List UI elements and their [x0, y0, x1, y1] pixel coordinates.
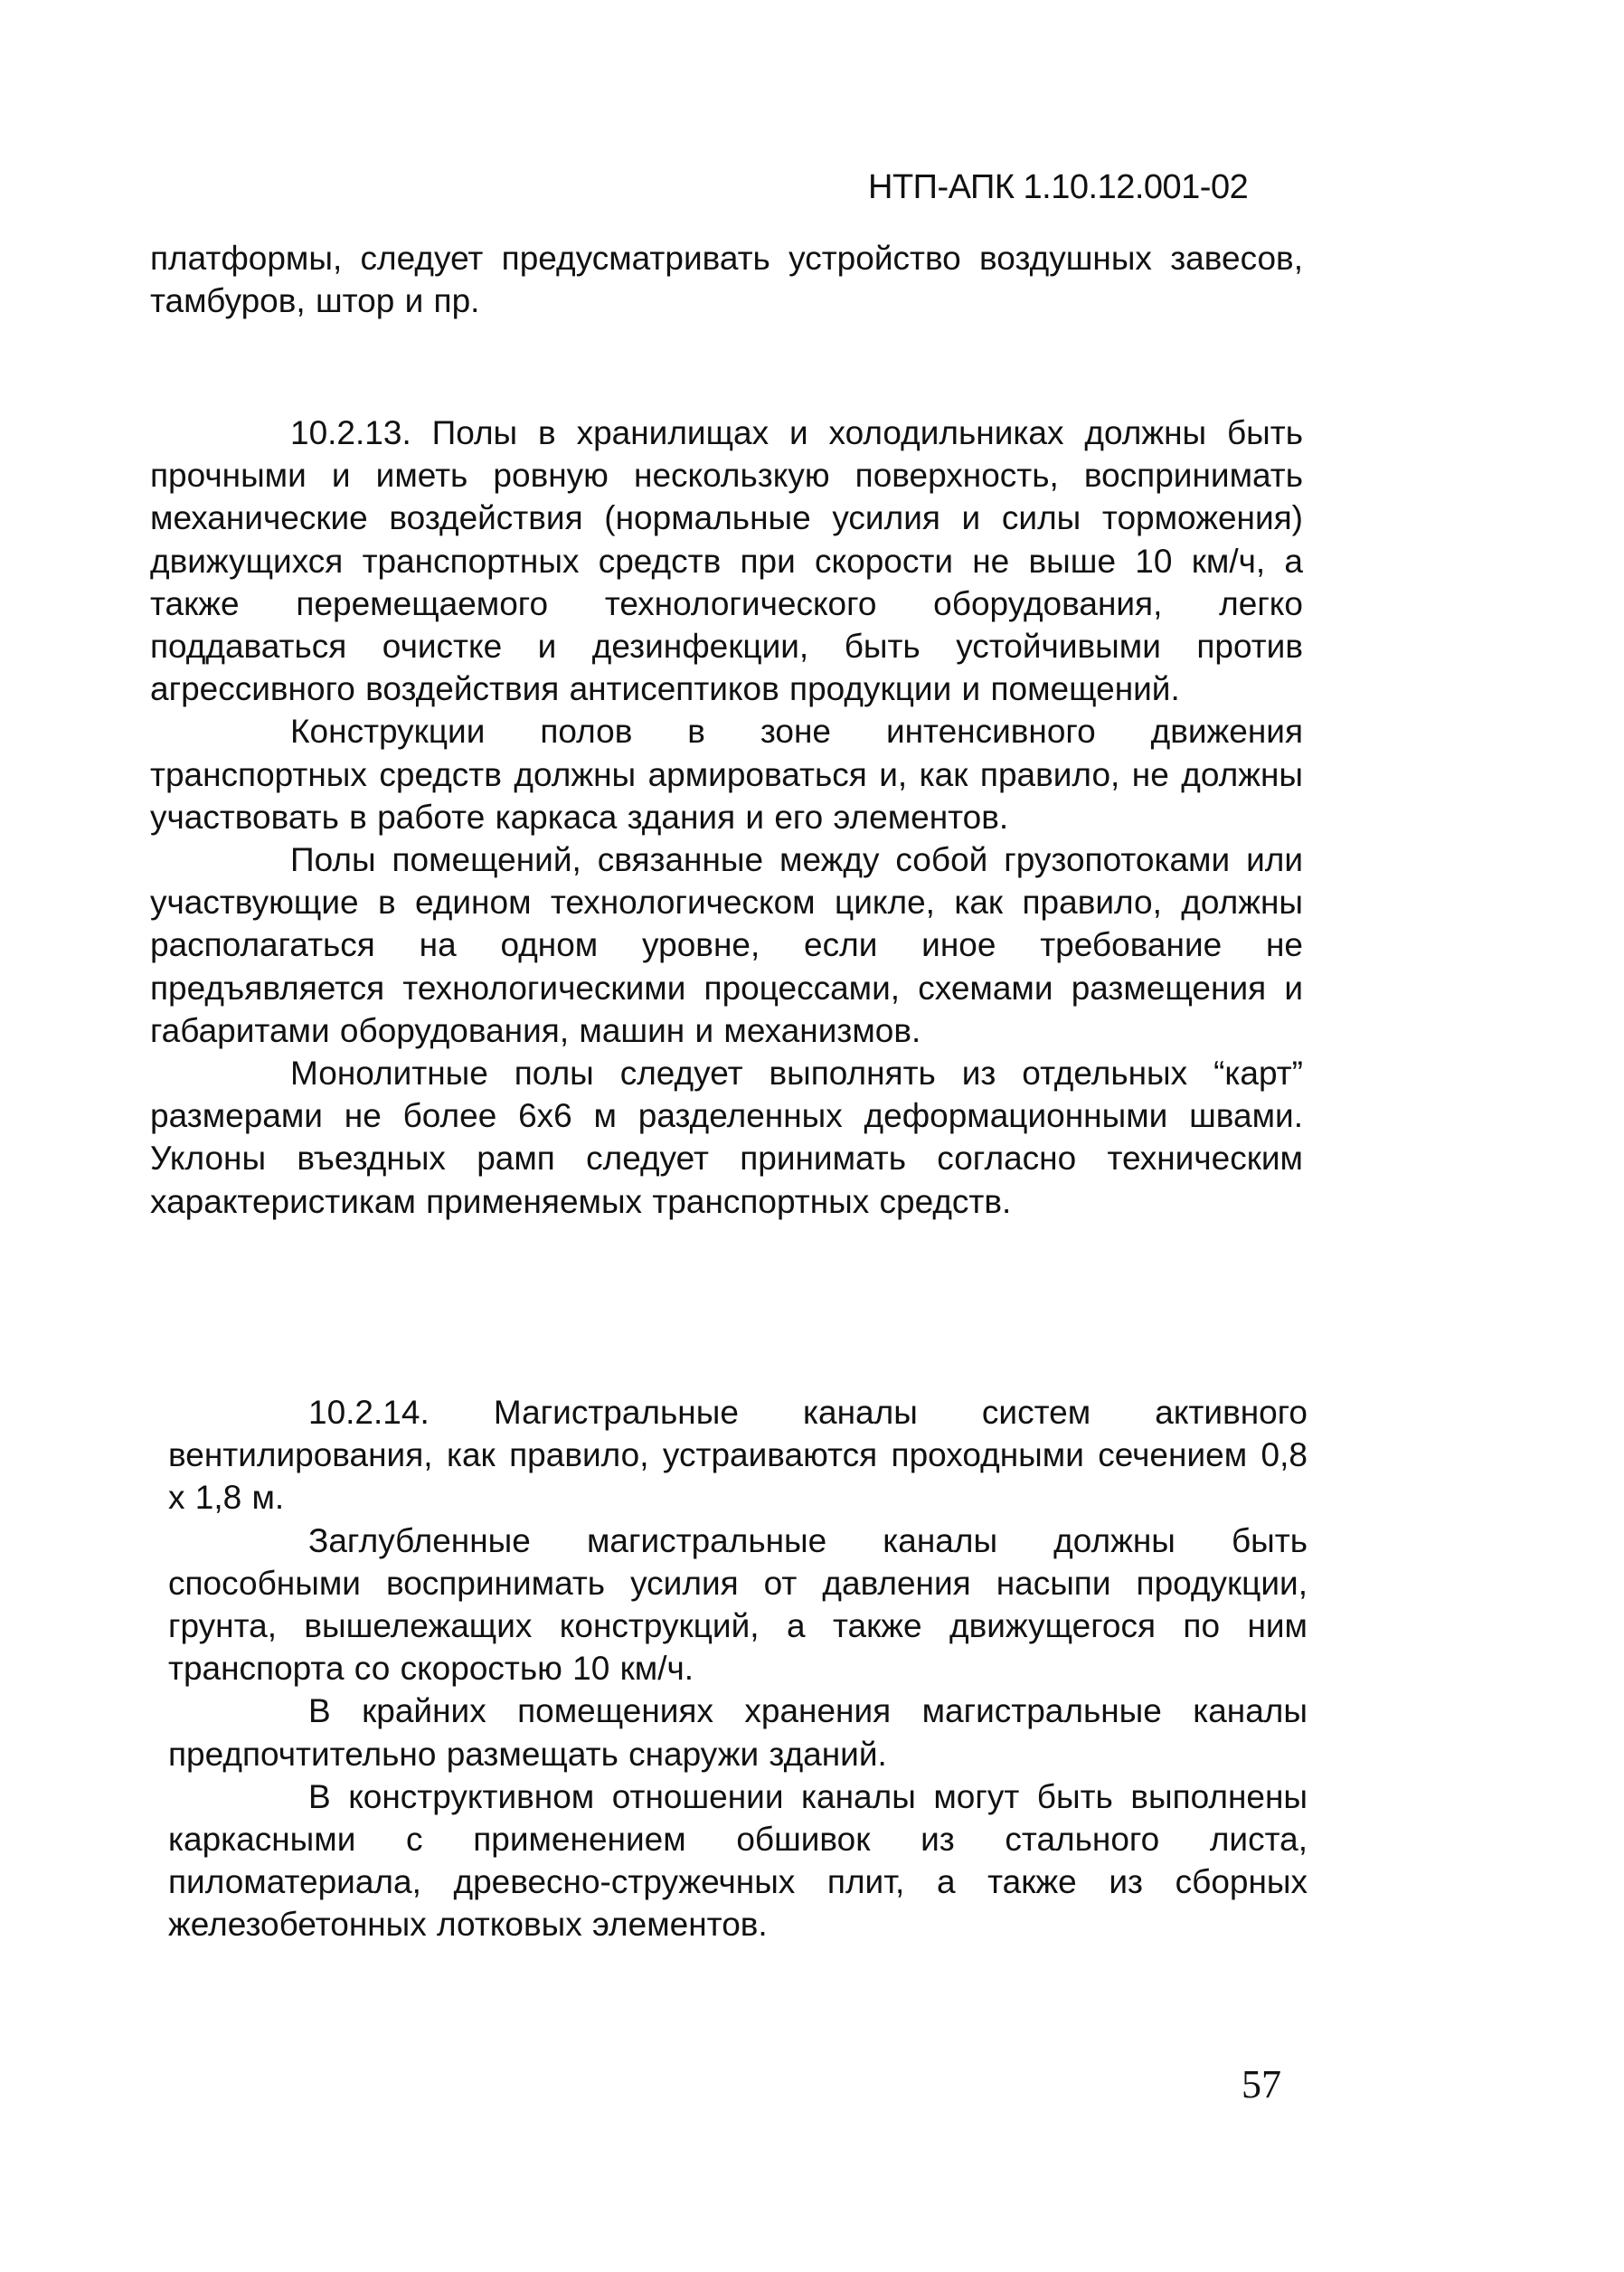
page-number: 57 — [1242, 2062, 1281, 2106]
paragraph-channel-construction: В конструктивном отношении каналы могут быть выполнены каркасными с применением обшивок из стального листа, пиломатериала, древесно-стружечных плит, а также из сборных железобетонных лотковых элементов. — [168, 1777, 1308, 1944]
paragraph-10-2-14-intro: 10.2.14. Магистральные каналы систем активного вентилирования, как правило, устраиваются проходными сечением 0,8 х 1,8 м. — [168, 1394, 1308, 1517]
paragraph-end-rooms: В крайних помещениях хранения магистральные каналы предпочтительно размещать снаружи зданий. — [168, 1692, 1308, 1773]
paragraph-buried-channels: Заглубленные магистральные каналы должны быть способными воспринимать усилия от давления насыпи продукции, грунта, вышележащих конструкций, а также движущегося по ним транспорта со скоростью 10 км/ч. — [168, 1521, 1308, 1688]
paragraph-floor-constructions: Конструкции полов в зоне интенсивного движения транспортных средств должны армироваться и, как правило, не должны участвовать в работе каркаса здания и его элементов. — [150, 713, 1303, 836]
continuation-paragraph-block — [150, 237, 1303, 322]
paragraph-floor-levels: Полы помещений, связанные между собой грузопотоками или участвующие в едином технологическом цикле, как правило, должны располагаться на одном уровне, если иное требование не предъявляется технологическими процессами, схемами размещения и габаритами оборудования, машин и механизмов. — [150, 841, 1303, 1049]
paragraph-10-2-13-intro: 10.2.13. Полы в хранилищах и холодильниках должны быть прочными и иметь ровную нескользкую поверхность, воспринимать механические воздействия (нормальные усилия и силы торможения) движущихся транспортных средств при скорости не выше 10 км/ч, а также перемещаемого технологического оборудования, легко поддаваться очистке и дезинфекции, быть устойчивыми против агрессивного воздействия антисептиков продукции и помещений. — [150, 414, 1303, 708]
continuation-paragraph: платформы, следует предусматривать устройство воздушных завесов, тамбуров, штор и пр. — [150, 240, 1303, 320]
section-10-2-13 — [150, 412, 1303, 1223]
section-10-2-14 — [168, 1391, 1308, 1946]
document-code-header: НТП-АПК 1.10.12.001-02 — [868, 168, 1249, 206]
paragraph-monolithic-floors: Монолитные полы следует выполнять из отдельных “карт” размерами не более 6х6 м разделенных деформационными швами. Уклоны въездных рамп следует принимать согласно техническим характеристикам применяемых транспортных средств. — [150, 1055, 1303, 1220]
